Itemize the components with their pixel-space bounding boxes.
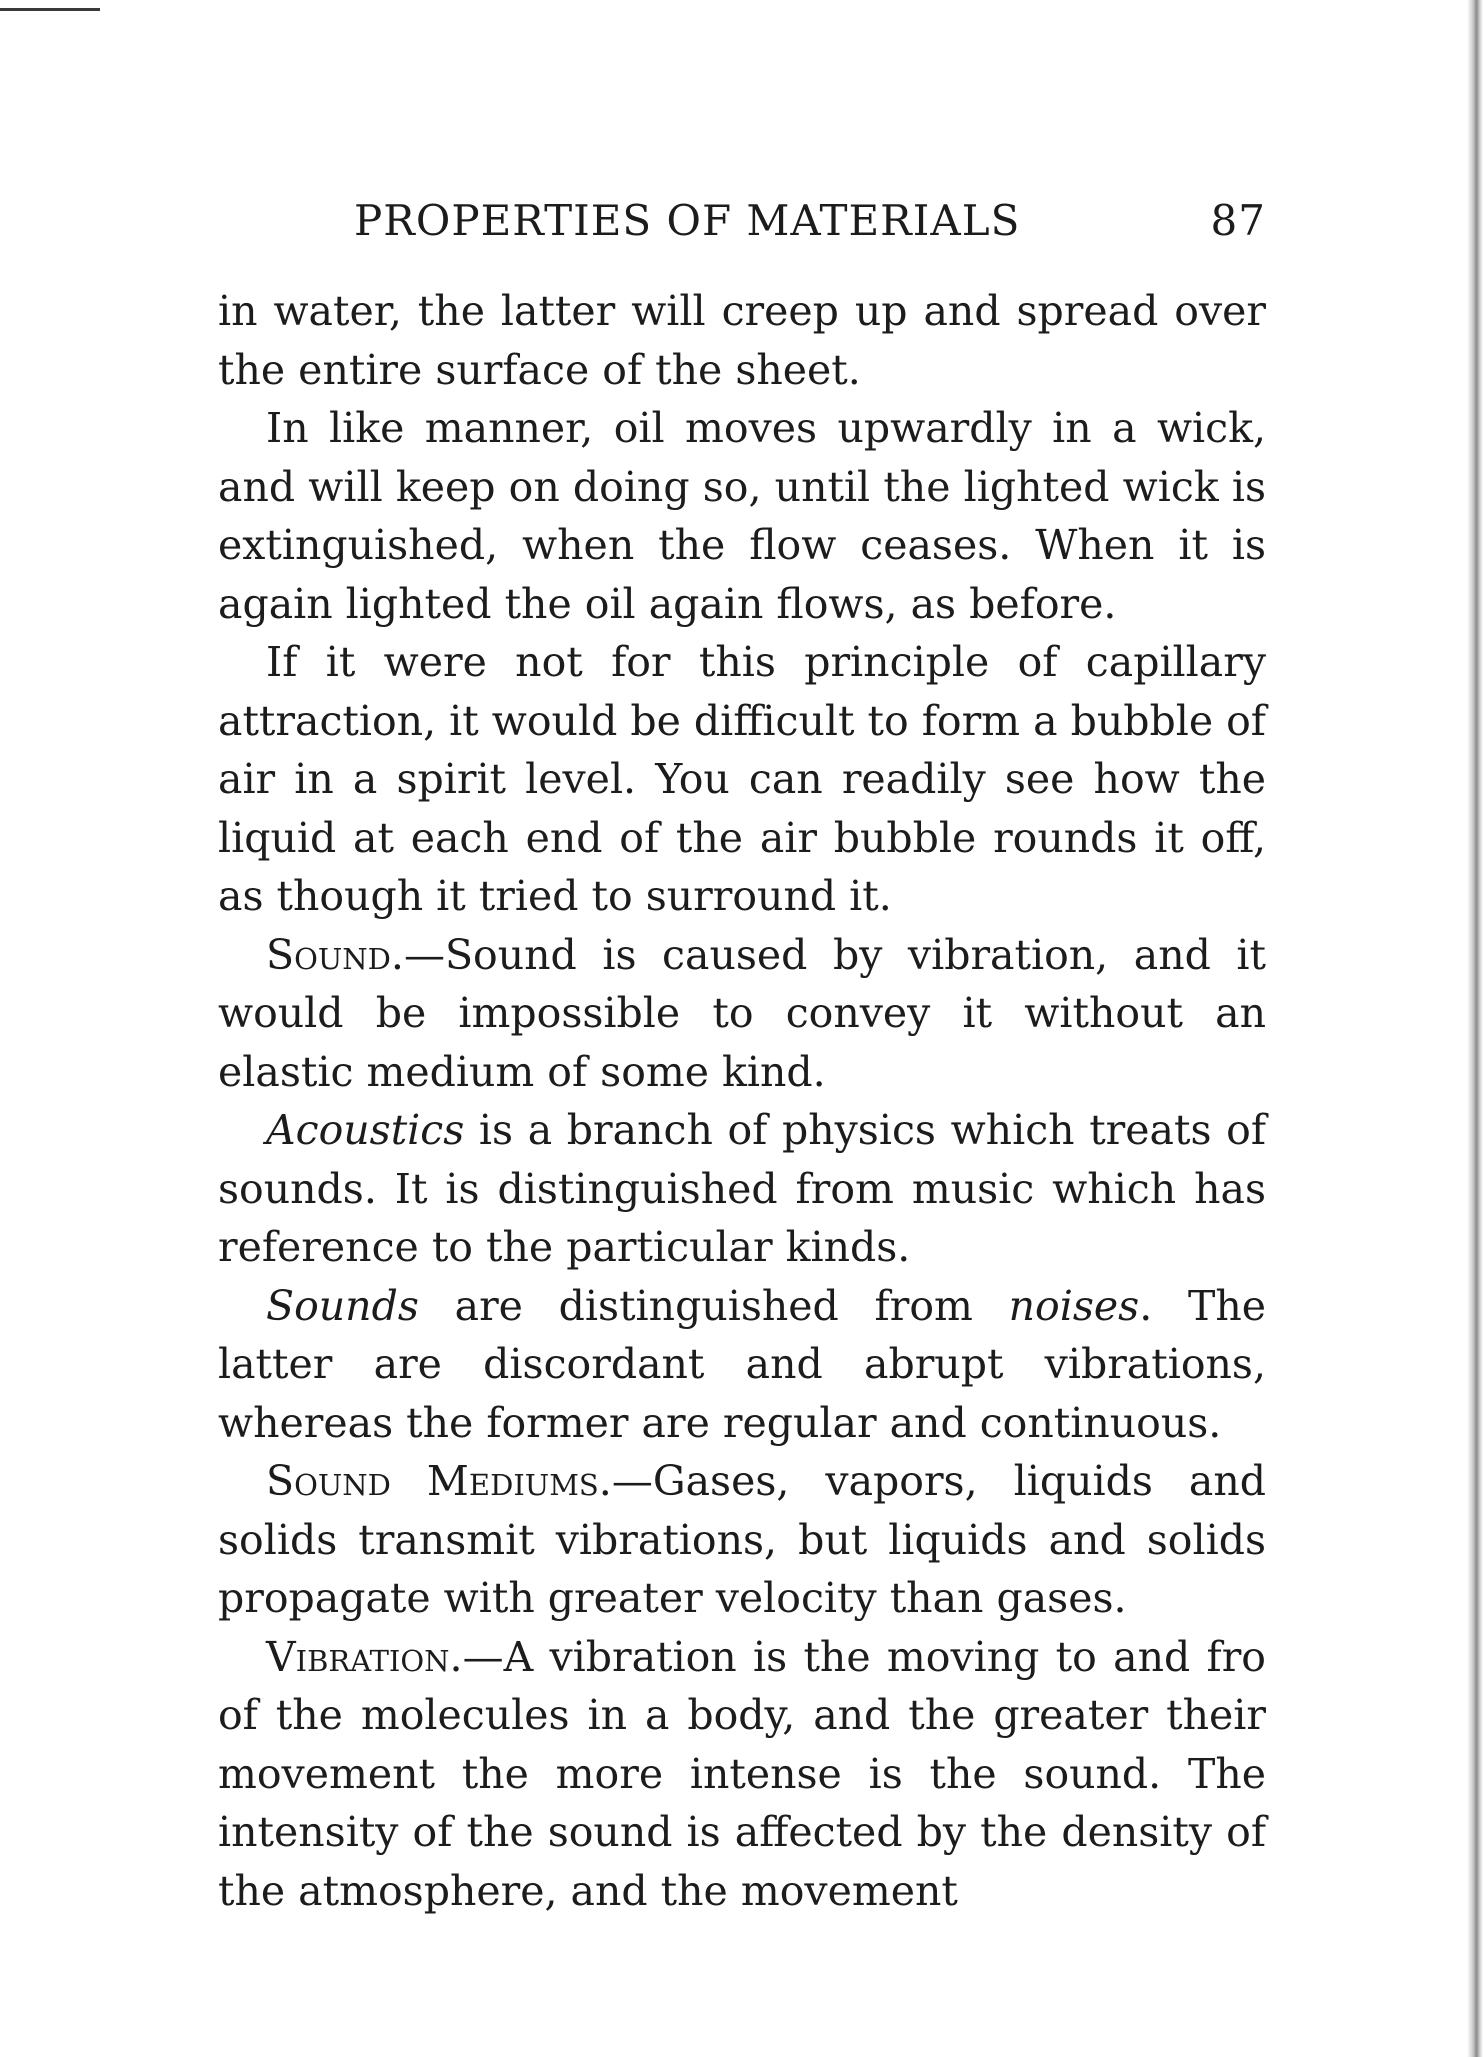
paragraph-sound-mediums	[218, 1452, 1266, 1628]
paragraph-text: In like manner, oil moves upwardly in a wick, and will keep on doing so, until the lighted wick is extinguished, when the flow ceases. When it is again lighted the oil again flows, as before.	[218, 404, 1266, 628]
running-head-title: PROPERTIES OF MATERIALS	[354, 196, 1021, 245]
term-sounds: Sounds	[266, 1281, 419, 1330]
section-heading-vibration: Vibration.	[266, 1632, 463, 1681]
paragraph-text: is a branch of physics which treats of sounds. It is distinguished from music which has reference to the particular kinds.	[218, 1106, 1266, 1271]
paragraph-text: —A vibration is the moving to and fro of the molecules in a body, and the greater their movement the more intense is the sound. The intensity of the sound is affected by the density of the atmosphere, and the movement	[218, 1632, 1266, 1915]
section-heading-sound: Sound.	[266, 930, 404, 979]
corner-rule	[0, 8, 100, 11]
paragraph-acoustics	[218, 1101, 1266, 1277]
running-head	[354, 196, 1266, 250]
section-heading-sound-mediums: Sound Mediums.	[266, 1457, 612, 1505]
paragraph-text: in water, the latter will creep up and spread over the entire surface of the sheet.	[218, 287, 1266, 394]
paragraph-sound	[218, 926, 1266, 1102]
paragraph-vibration	[218, 1628, 1266, 1921]
body-text	[218, 282, 1266, 1920]
paragraph-sounds-noises	[218, 1277, 1266, 1453]
paragraph-text: are distinguished from	[418, 1281, 1009, 1330]
paragraph-text: —Gases, vapors, liquids and solids transmit vibrations, but liquids and solids propagate with greater velocity than gases.	[218, 1457, 1266, 1622]
page-number: 87	[1210, 196, 1266, 245]
term-noises: noises	[1008, 1281, 1140, 1330]
paragraph-text: . The latter are discordant and abrupt vibrations, whereas the former are regular and continuous.	[218, 1281, 1266, 1447]
binding-edge	[1467, 0, 1483, 2057]
paragraph-capillary	[218, 633, 1266, 926]
paragraph-wick	[218, 399, 1266, 633]
term-acoustics: Acoustics	[266, 1106, 465, 1154]
paragraph-text: If it were not for this principle of capillary attraction, it would be difficult to form a bubble of air in a spirit level. You can readily see how the liquid at each end of the air bubble rounds it off, as though it tried to surround it.	[218, 638, 1266, 920]
paragraph-continuation	[218, 282, 1266, 399]
paragraph-text: —Sound is caused by vibration, and it would be impossible to convey it without an elastic medium of some kind.	[218, 930, 1266, 1096]
